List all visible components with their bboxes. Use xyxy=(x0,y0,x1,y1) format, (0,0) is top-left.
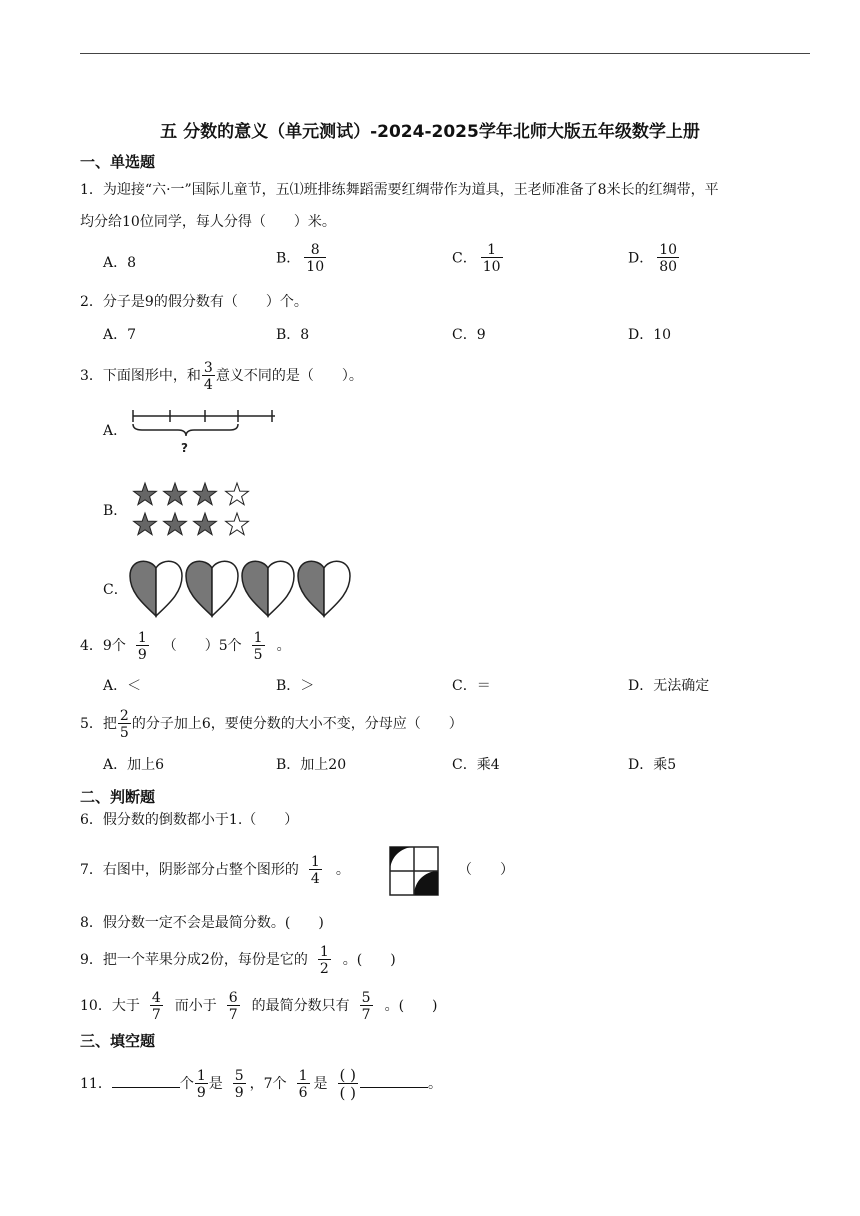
header-rule xyxy=(80,53,810,54)
fraction: $\frac{1}{2}$ xyxy=(319,943,329,977)
fraction: $\frac{8}{10}$ xyxy=(306,242,325,275)
q6-text: 6．假分数的倒数都小于1.（ ） xyxy=(80,812,299,828)
fraction: $\frac{1}{9}$ xyxy=(137,629,147,663)
q11-text: 11． 个 $\frac{1}{9}$ 是 $\frac{5}{9}$ ，7个 $\frac{1}{6}$ 是 $\frac{( )}{( )}$ 。 xyxy=(80,1065,442,1102)
q2-option-d[interactable]: D．10 xyxy=(628,327,672,343)
q5-option-d[interactable]: D．乘5 xyxy=(628,757,677,773)
q9-text: 9．把一个苹果分成2份，每份是它的 $\frac{1}{2}$ 。( ) xyxy=(80,943,396,977)
answer-blank[interactable] xyxy=(360,1073,428,1088)
q2-option-a[interactable]: A．7 xyxy=(103,327,137,343)
svg-text:?: ? xyxy=(181,441,188,455)
fraction: $\frac{6}{7}$ xyxy=(228,989,238,1023)
q8-text: 8．假分数一定不会是最简分数。( ) xyxy=(80,915,324,931)
q1-line2: 均分给10位同学，每人分得（ ）米。 xyxy=(80,214,336,230)
section-single-choice: 一、单选题 xyxy=(80,153,156,171)
fraction: $\frac{2}{5}$ xyxy=(119,707,129,741)
q1-option-d[interactable]: D． $\frac{10}{80}$ xyxy=(628,242,678,275)
q2-option-c[interactable]: C．9 xyxy=(452,327,486,343)
q1-option-b[interactable]: B． $\frac{8}{10}$ xyxy=(276,242,325,275)
q10-text: 10．大于 $\frac{4}{7}$ 而小于 $\frac{6}{7}$ 的最简分数只有 $\frac{5}{7}$ 。( ) xyxy=(80,989,438,1023)
q2-text: 2．分子是9的假分数有（ ）个。 xyxy=(80,294,308,310)
q4-option-c[interactable]: C．＝ xyxy=(452,678,491,694)
answer-blank[interactable] xyxy=(112,1073,180,1088)
fraction: $\frac{1}{4}$ xyxy=(310,853,320,887)
segment-bar-figure xyxy=(130,408,280,456)
q1-line1: 1．为迎接“六·一”国际儿童节，五⑴班排练舞蹈需要红绸带作为道具，王老师准备了8米长的红绸带，平 xyxy=(80,182,719,198)
q1-option-a[interactable]: A．8 xyxy=(103,255,137,271)
q5-option-b[interactable]: B．加上20 xyxy=(276,757,347,773)
q4-option-a[interactable]: A．＜ xyxy=(103,678,142,694)
fraction: $\frac{5}{9}$ xyxy=(234,1067,244,1101)
fraction: $\frac{1}{6}$ xyxy=(298,1067,308,1101)
section-true-false: 二、判断题 xyxy=(80,788,156,806)
fraction: $\frac{4}{7}$ xyxy=(151,989,161,1023)
fraction: $\frac{3}{4}$ xyxy=(203,359,213,393)
q4-option-b[interactable]: B．＞ xyxy=(276,678,315,694)
q3-option-a[interactable]: A． xyxy=(103,423,128,439)
q3-option-b[interactable]: B． xyxy=(103,503,128,519)
q7-answer-paren[interactable]: （ ） xyxy=(458,862,514,878)
q4-option-d[interactable]: D．无法确定 xyxy=(628,678,710,694)
fraction: $\frac{5}{7}$ xyxy=(361,989,371,1023)
section-fill-blank: 三、填空题 xyxy=(80,1032,156,1050)
quarter-square-figure xyxy=(389,846,439,896)
hearts-figure xyxy=(128,558,358,620)
q5-text: 5．把 $\frac{2}{5}$ 的分子加上6，要使分数的大小不变，分母应（ ） xyxy=(80,707,463,741)
q3-text: 3．下面图形中，和 $\frac{3}{4}$ 意义不同的是（ ）。 xyxy=(80,359,363,393)
fraction: $\frac{1}{10}$ xyxy=(482,242,501,275)
q7-text: 7．右图中，阴影部分占整个图形的 $\frac{1}{4}$ 。 xyxy=(80,853,350,887)
q5-option-c[interactable]: C．乘4 xyxy=(452,757,500,773)
q3-option-c[interactable]: C． xyxy=(103,582,128,598)
answer-fraction[interactable]: $\frac{( )}{( )}$ xyxy=(339,1065,356,1102)
stars-figure xyxy=(130,480,260,542)
fraction: $\frac{1}{5}$ xyxy=(253,629,263,663)
q5-option-a[interactable]: A．加上6 xyxy=(103,757,165,773)
q1-option-c[interactable]: C． $\frac{1}{10}$ xyxy=(452,242,501,275)
q2-option-b[interactable]: B．8 xyxy=(276,327,310,343)
q4-text: 4．9个 $\frac{1}{9}$ （ ）5个 $\frac{1}{5}$ 。 xyxy=(80,629,291,663)
fraction: $\frac{10}{80}$ xyxy=(659,242,678,275)
page-title: 五 分数的意义（单元测试）-2024-2025学年北师大版五年级数学上册 xyxy=(160,122,700,142)
fraction: $\frac{1}{9}$ xyxy=(196,1067,206,1101)
